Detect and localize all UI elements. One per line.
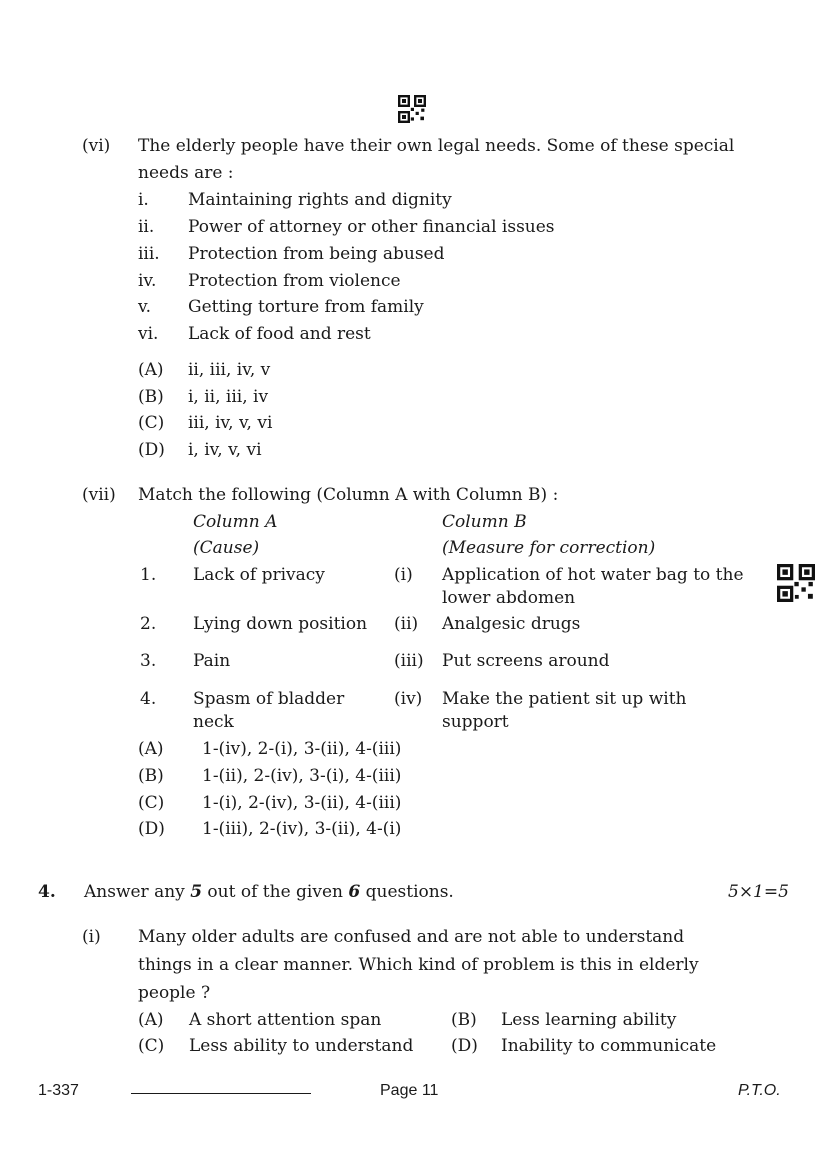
option-label: (D)	[138, 440, 165, 460]
match-cause: Spasm of bladder	[193, 689, 345, 709]
match-measure: Analgesic drugs	[442, 614, 581, 634]
option-text: 1-(iii), 2-(iv), 3-(ii), 4-(i)	[202, 819, 402, 839]
footer-rule	[131, 1093, 311, 1094]
match-measure: Make the patient sit up with	[442, 689, 687, 709]
match-row-number: 2.	[140, 614, 157, 634]
match-measure: lower abdomen	[442, 588, 576, 608]
question-instruction	[84, 882, 454, 902]
option-label: (C)	[138, 413, 165, 433]
option-label: (B)	[138, 387, 164, 407]
qr-code-top	[398, 95, 426, 123]
match-cause: Pain	[193, 651, 231, 671]
match-measure: Application of hot water bag to the	[442, 565, 744, 585]
instruction-total: 6	[348, 882, 361, 902]
item-number: vi.	[138, 324, 159, 344]
question-stem: Match the following (Column A with Column B) :	[138, 485, 559, 505]
item-number: i.	[138, 190, 149, 210]
match-roman: (iv)	[394, 689, 423, 709]
match-row-number: 4.	[140, 689, 157, 709]
option-text: ii, iii, iv, v	[188, 360, 271, 380]
option-label: (C)	[138, 793, 165, 813]
page-number: Page 11	[380, 1082, 439, 1099]
question-number: (vii)	[82, 485, 116, 505]
match-roman: (iii)	[394, 651, 424, 671]
match-cause: neck	[193, 712, 234, 732]
match-measure: support	[442, 712, 509, 732]
column-b-title: Column B	[442, 512, 527, 532]
pto-label: P.T.O.	[738, 1082, 781, 1099]
option-label: (B)	[451, 1010, 477, 1030]
match-cause: Lying down position	[193, 614, 368, 634]
paper-code: 1-337	[38, 1082, 79, 1099]
column-a-title: Column A	[193, 512, 278, 532]
item-number: ii.	[138, 217, 155, 237]
item-number: v.	[138, 297, 151, 317]
instruction-text: out of the given	[202, 882, 349, 902]
option-text: A short attention span	[189, 1010, 382, 1030]
question-stem-line: Many older adults are confused and are not able to understand	[138, 927, 685, 947]
match-cause: Lack of privacy	[193, 565, 325, 585]
option-label: (A)	[138, 739, 164, 759]
option-text: iii, iv, v, vi	[188, 413, 273, 433]
option-text: Less ability to understand	[189, 1036, 414, 1056]
item-text: Power of attorney or other financial issues	[188, 217, 555, 237]
question-stem-line: needs are :	[138, 163, 234, 183]
question-number: (vi)	[82, 136, 111, 156]
match-row-number: 3.	[140, 651, 157, 671]
item-text: Protection from violence	[188, 271, 401, 291]
option-label: (C)	[138, 1036, 165, 1056]
instruction-text: Answer any	[84, 882, 191, 902]
option-label: (A)	[138, 1010, 164, 1030]
option-label: (A)	[138, 360, 164, 380]
question-stem-line: people ?	[138, 983, 211, 1003]
item-number: iii.	[138, 244, 160, 264]
column-a-subtitle: (Cause)	[193, 538, 260, 558]
column-b-subtitle: (Measure for correction)	[442, 538, 656, 558]
instruction-text: questions.	[360, 882, 454, 902]
question-number: (i)	[82, 927, 101, 947]
item-number: iv.	[138, 271, 157, 291]
match-roman: (ii)	[394, 614, 419, 634]
option-text: 1-(ii), 2-(iv), 3-(i), 4-(iii)	[202, 766, 402, 786]
option-text: Less learning ability	[501, 1010, 677, 1030]
match-measure: Put screens around	[442, 651, 610, 671]
question-stem-line: things in a clear manner. Which kind of problem is this in elderly	[138, 955, 699, 975]
option-text: i, iv, v, vi	[188, 440, 262, 460]
option-label: (D)	[451, 1036, 478, 1056]
item-text: Getting torture from family	[188, 297, 424, 317]
option-text: 1-(i), 2-(iv), 3-(ii), 4-(iii)	[202, 793, 402, 813]
marks-label: 5×1=5	[728, 882, 789, 902]
item-text: Maintaining rights and dignity	[188, 190, 452, 210]
item-text: Lack of food and rest	[188, 324, 371, 344]
option-text: Inability to communicate	[501, 1036, 717, 1056]
match-row-number: 1.	[140, 565, 157, 585]
item-text: Protection from being abused	[188, 244, 445, 264]
option-text: 1-(iv), 2-(i), 3-(ii), 4-(iii)	[202, 739, 402, 759]
option-text: i, ii, iii, iv	[188, 387, 269, 407]
match-roman: (i)	[394, 565, 413, 585]
qr-code-side	[777, 564, 815, 602]
instruction-count: 5	[190, 882, 203, 902]
option-label: (B)	[138, 766, 164, 786]
question-stem-line: The elderly people have their own legal needs. Some of these special	[138, 136, 735, 156]
question-number: 4.	[38, 882, 56, 902]
option-label: (D)	[138, 819, 165, 839]
